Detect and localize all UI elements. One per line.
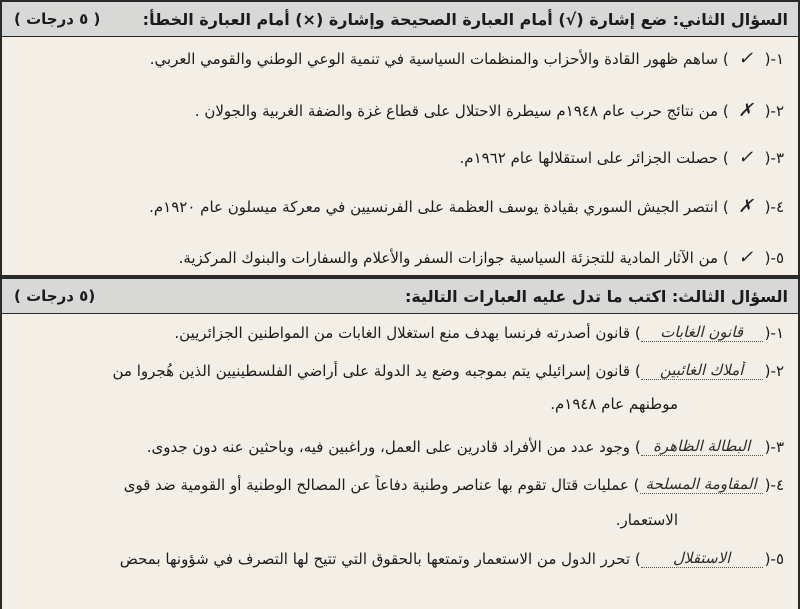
question-3-title: السؤال الثالث: اكتب ما تدل عليه العبارات التالية:: [404, 286, 788, 306]
item-close: ): [722, 197, 729, 216]
q2-item-1: [12, 48, 784, 69]
item-number: ٤-(: [764, 475, 784, 494]
q3-item-5: [12, 549, 784, 568]
item-text: قانون إسرائيلي يتم بموجبه وضع يد الدولة على أراضي الفلسطينيين الذين هُجروا من: [112, 361, 631, 380]
check-mark-icon: ✓: [738, 147, 754, 168]
item-text: عمليات قتال تقوم بها عناصر وطنية دفاعاً عن المصالح الوطنية أو القومية ضد قوى: [123, 475, 629, 494]
item-close: ): [722, 101, 729, 120]
item-close: ): [722, 49, 729, 68]
item-close: ): [722, 148, 729, 167]
item-text: من نتائج حرب عام ١٩٤٨م سيطرة الاحتلال على قطاع غزة والضفة الغربية والجولان .: [194, 101, 719, 120]
q2-item-3: [12, 147, 784, 168]
q3-item-4-continuation: الاستعمار.: [615, 511, 678, 529]
cross-mark-icon: ✗: [738, 100, 754, 121]
question-2-title: السؤال الثاني: ضع إشارة (√) أمام العبارة الصحيحة وإشارة (×) أمام العبارة الخطأ:: [142, 9, 788, 29]
question-3-section: [2, 275, 798, 575]
item-number: ٣-(: [764, 148, 784, 167]
question-2-header: [2, 0, 798, 37]
item-text: تحرر الدول من الاستعمار وتمتعها بالحقوق التي تتيح لها التصرف في شؤونها بمحض: [119, 549, 631, 568]
question-2-grade: ( ٥ درجات ): [14, 10, 101, 28]
cross-mark-icon: ✗: [738, 196, 754, 217]
item-number: ٥-(: [764, 549, 784, 568]
item-close: ): [633, 475, 640, 494]
check-mark-icon: ✓: [738, 48, 754, 69]
q3-item-1: [12, 323, 784, 342]
question-3-header: [2, 277, 798, 314]
item-number: ٤-(: [764, 197, 784, 216]
item-number: ٣-(: [764, 437, 784, 456]
q2-item-4: [12, 196, 784, 217]
item-number: ٢-(: [764, 101, 784, 120]
handwritten-answer: قانون الغابات: [641, 323, 763, 342]
check-mark-icon: ✓: [738, 247, 754, 268]
handwritten-answer: المقاومة المسلحة: [640, 475, 763, 494]
item-close: ): [634, 361, 641, 380]
q2-item-5: [12, 247, 784, 268]
item-number: ١-(: [764, 323, 784, 342]
q3-item-2: [12, 361, 784, 380]
item-number: ٥-(: [764, 248, 784, 267]
item-number: ٢-(: [764, 361, 784, 380]
item-number: ١-(: [764, 49, 784, 68]
q2-item-2: [12, 100, 784, 121]
handwritten-answer: الاستقلال: [641, 549, 763, 568]
item-text: قانون أصدرته فرنسا بهدف منع استغلال الغابات من المواطنين الجزائريين.: [174, 323, 631, 342]
item-text: من الآثار المادية للتجزئة السياسية جوازات السفر والأعلام والسفارات والبنوك المركزية.: [178, 248, 719, 267]
item-text: وجود عدد من الأفراد قادرين على العمل، وراغبين فيه، وباحثين عنه دون جدوى.: [146, 437, 631, 456]
item-text: حصلت الجزائر على استقلالها عام ١٩٦٢م.: [459, 148, 719, 167]
q3-item-3: [12, 437, 784, 456]
item-text: انتصر الجيش السوري بقيادة يوسف العظمة على الفرنسيين في معركة ميسلون عام ١٩٢٠م.: [149, 197, 719, 216]
item-text: ساهم ظهور القادة والأحزاب والمنظمات السياسية في تنمية الوعي الوطني والقومي العربي.: [149, 49, 719, 68]
item-close: ): [634, 323, 641, 342]
question-3-grade: (٥ درجات ): [14, 287, 96, 305]
handwritten-answer: البطالة الظاهرة: [641, 437, 763, 456]
item-close: ): [634, 549, 641, 568]
q3-item-2-continuation: موطنهم عام ١٩٤٨م.: [550, 395, 678, 413]
q3-item-4: [12, 475, 784, 494]
question-2-section: [2, 0, 798, 275]
handwritten-answer: أملاك الغائبين: [641, 361, 763, 380]
item-close: ): [722, 248, 729, 267]
item-close: ): [634, 437, 641, 456]
